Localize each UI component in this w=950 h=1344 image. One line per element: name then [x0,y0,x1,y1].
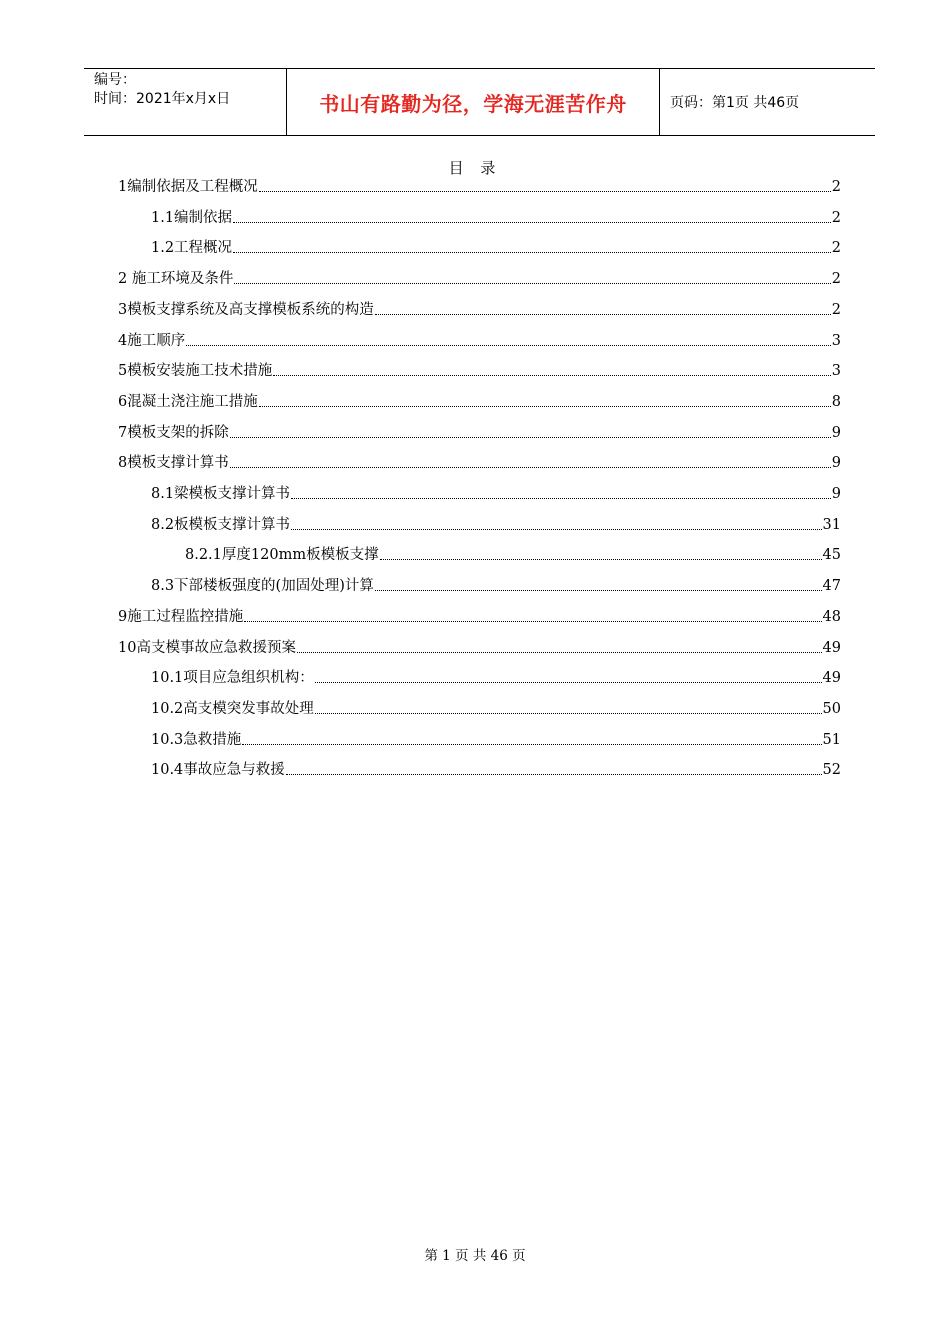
toc-entry-page-number: 2 [831,209,841,226]
toc-entry-label: 1.1编制依据 [151,209,233,226]
toc-entry-page-number: 52 [822,762,841,779]
toc-entry[interactable] [185,545,841,565]
toc-entry[interactable] [118,300,841,320]
header-page-cell [660,69,875,135]
toc-entry[interactable] [118,331,841,351]
toc-dot-leader [380,559,822,560]
toc-entry[interactable] [118,392,841,412]
toc-entry-page-number: 49 [822,670,841,687]
page-footer: 第 1 页 共 46 页 [424,1248,526,1264]
toc-entry[interactable] [151,484,841,504]
toc-entry[interactable] [151,238,841,258]
toc-entry-page-number: 3 [831,332,841,349]
toc-entry-label: 5模板安装施工技术措施 [118,363,273,380]
toc-entry-label: 2 施工环境及条件 [118,271,234,288]
toc-entry-label: 10.2高支模突发事故处理 [151,700,314,717]
toc-dot-leader [315,682,822,683]
toc-entry-label: 10.1项目应急组织机构： [151,670,314,687]
toc-dot-leader [230,437,831,438]
toc-dot-leader [234,283,830,284]
header-meta-cell [84,69,286,135]
toc-entry-label: 10.3急救措施 [151,731,242,748]
toc-entry-page-number: 48 [822,608,841,625]
toc-entry[interactable] [151,699,841,719]
toc-entry-page-number: 9 [831,455,841,472]
document-date-label: 时间：2021年x月x日 [94,91,231,107]
document-header [84,68,875,136]
toc-entry-label: 8.2.1厚度120mm板模板支撑 [185,547,379,564]
toc-entry-label: 6混凝土浇注施工措施 [118,393,258,410]
toc-entry[interactable] [118,361,841,381]
toc-dot-leader [233,222,831,223]
toc-entry-page-number: 9 [831,486,841,502]
toc-entry-page-number: 2 [831,179,841,195]
toc-dot-leader [375,590,822,591]
header-motto: 书山有路勤为径，学海无涯苦作舟 [319,91,627,116]
toc-dot-leader [297,652,822,653]
toc-entry[interactable] [151,515,841,535]
toc-entry[interactable] [118,453,841,473]
toc-entry-page-number: 51 [822,731,841,748]
toc-entry[interactable] [151,760,841,780]
toc-entry-label: 8模板支撑计算书 [118,455,229,472]
toc-dot-leader [286,774,822,775]
toc-entry[interactable] [151,208,841,228]
toc-entry-label: 1.2工程概况 [151,240,233,257]
toc-title: 目 录 [448,159,502,177]
toc-dot-leader [273,375,831,376]
toc-entry-page-number: 50 [822,700,841,717]
toc-entry-page-number: 3 [831,363,841,380]
toc-entry-page-number: 31 [822,516,841,533]
toc-entry-label: 8.3下部楼板强度的(加固处理)计算 [151,578,374,595]
toc-entry-label: 8.1梁模板支撑计算书 [151,486,291,502]
toc-entry-label: 4施工顺序 [118,332,186,349]
toc-entry-label: 8.2板模板支撑计算书 [151,516,291,533]
toc-dot-leader [291,498,831,499]
toc-entry-label: 3模板支撑系统及高支撑模板系统的构造 [118,301,374,318]
toc-entry-page-number: 9 [831,424,841,441]
toc-entry[interactable] [151,576,841,596]
document-number-label: 编号： [94,72,136,88]
header-motto-cell [286,69,660,135]
toc-entry[interactable] [118,177,841,197]
toc-entry[interactable] [118,638,841,658]
toc-entry-page-number: 45 [822,547,841,564]
toc-dot-leader [375,314,831,315]
toc-dot-leader [259,191,831,192]
toc-dot-leader [315,713,822,714]
toc-entry-label: 10高支模事故应急救援预案 [118,639,296,656]
toc-entry[interactable] [118,423,841,443]
toc-entry-label: 7模板支架的拆除 [118,424,229,441]
toc-entry-label: 9施工过程监控措施 [118,608,244,625]
toc-dot-leader [244,621,821,622]
toc-dot-leader [186,345,831,346]
toc-dot-leader [291,529,821,530]
toc-entry-page-number: 2 [831,271,841,288]
toc-entry-page-number: 2 [831,301,841,318]
toc-entry-page-number: 8 [831,393,841,410]
toc-dot-leader [230,467,831,468]
toc-dot-leader [259,406,831,407]
toc-entry-label: 10.4事故应急与救援 [151,762,285,779]
toc-entry[interactable] [118,607,841,627]
toc-entry[interactable] [151,668,841,688]
toc-entry[interactable] [118,269,841,289]
toc-entry-page-number: 49 [822,639,841,656]
toc-entry-page-number: 2 [831,240,841,257]
toc-dot-leader [242,744,821,745]
toc-entry-page-number: 47 [822,578,841,595]
toc-entry[interactable] [151,730,841,750]
toc-dot-leader [233,252,831,253]
toc-entry-label: 1编制依据及工程概况 [118,179,258,195]
header-page-info: 页码：第1页 共46页 [670,95,800,111]
